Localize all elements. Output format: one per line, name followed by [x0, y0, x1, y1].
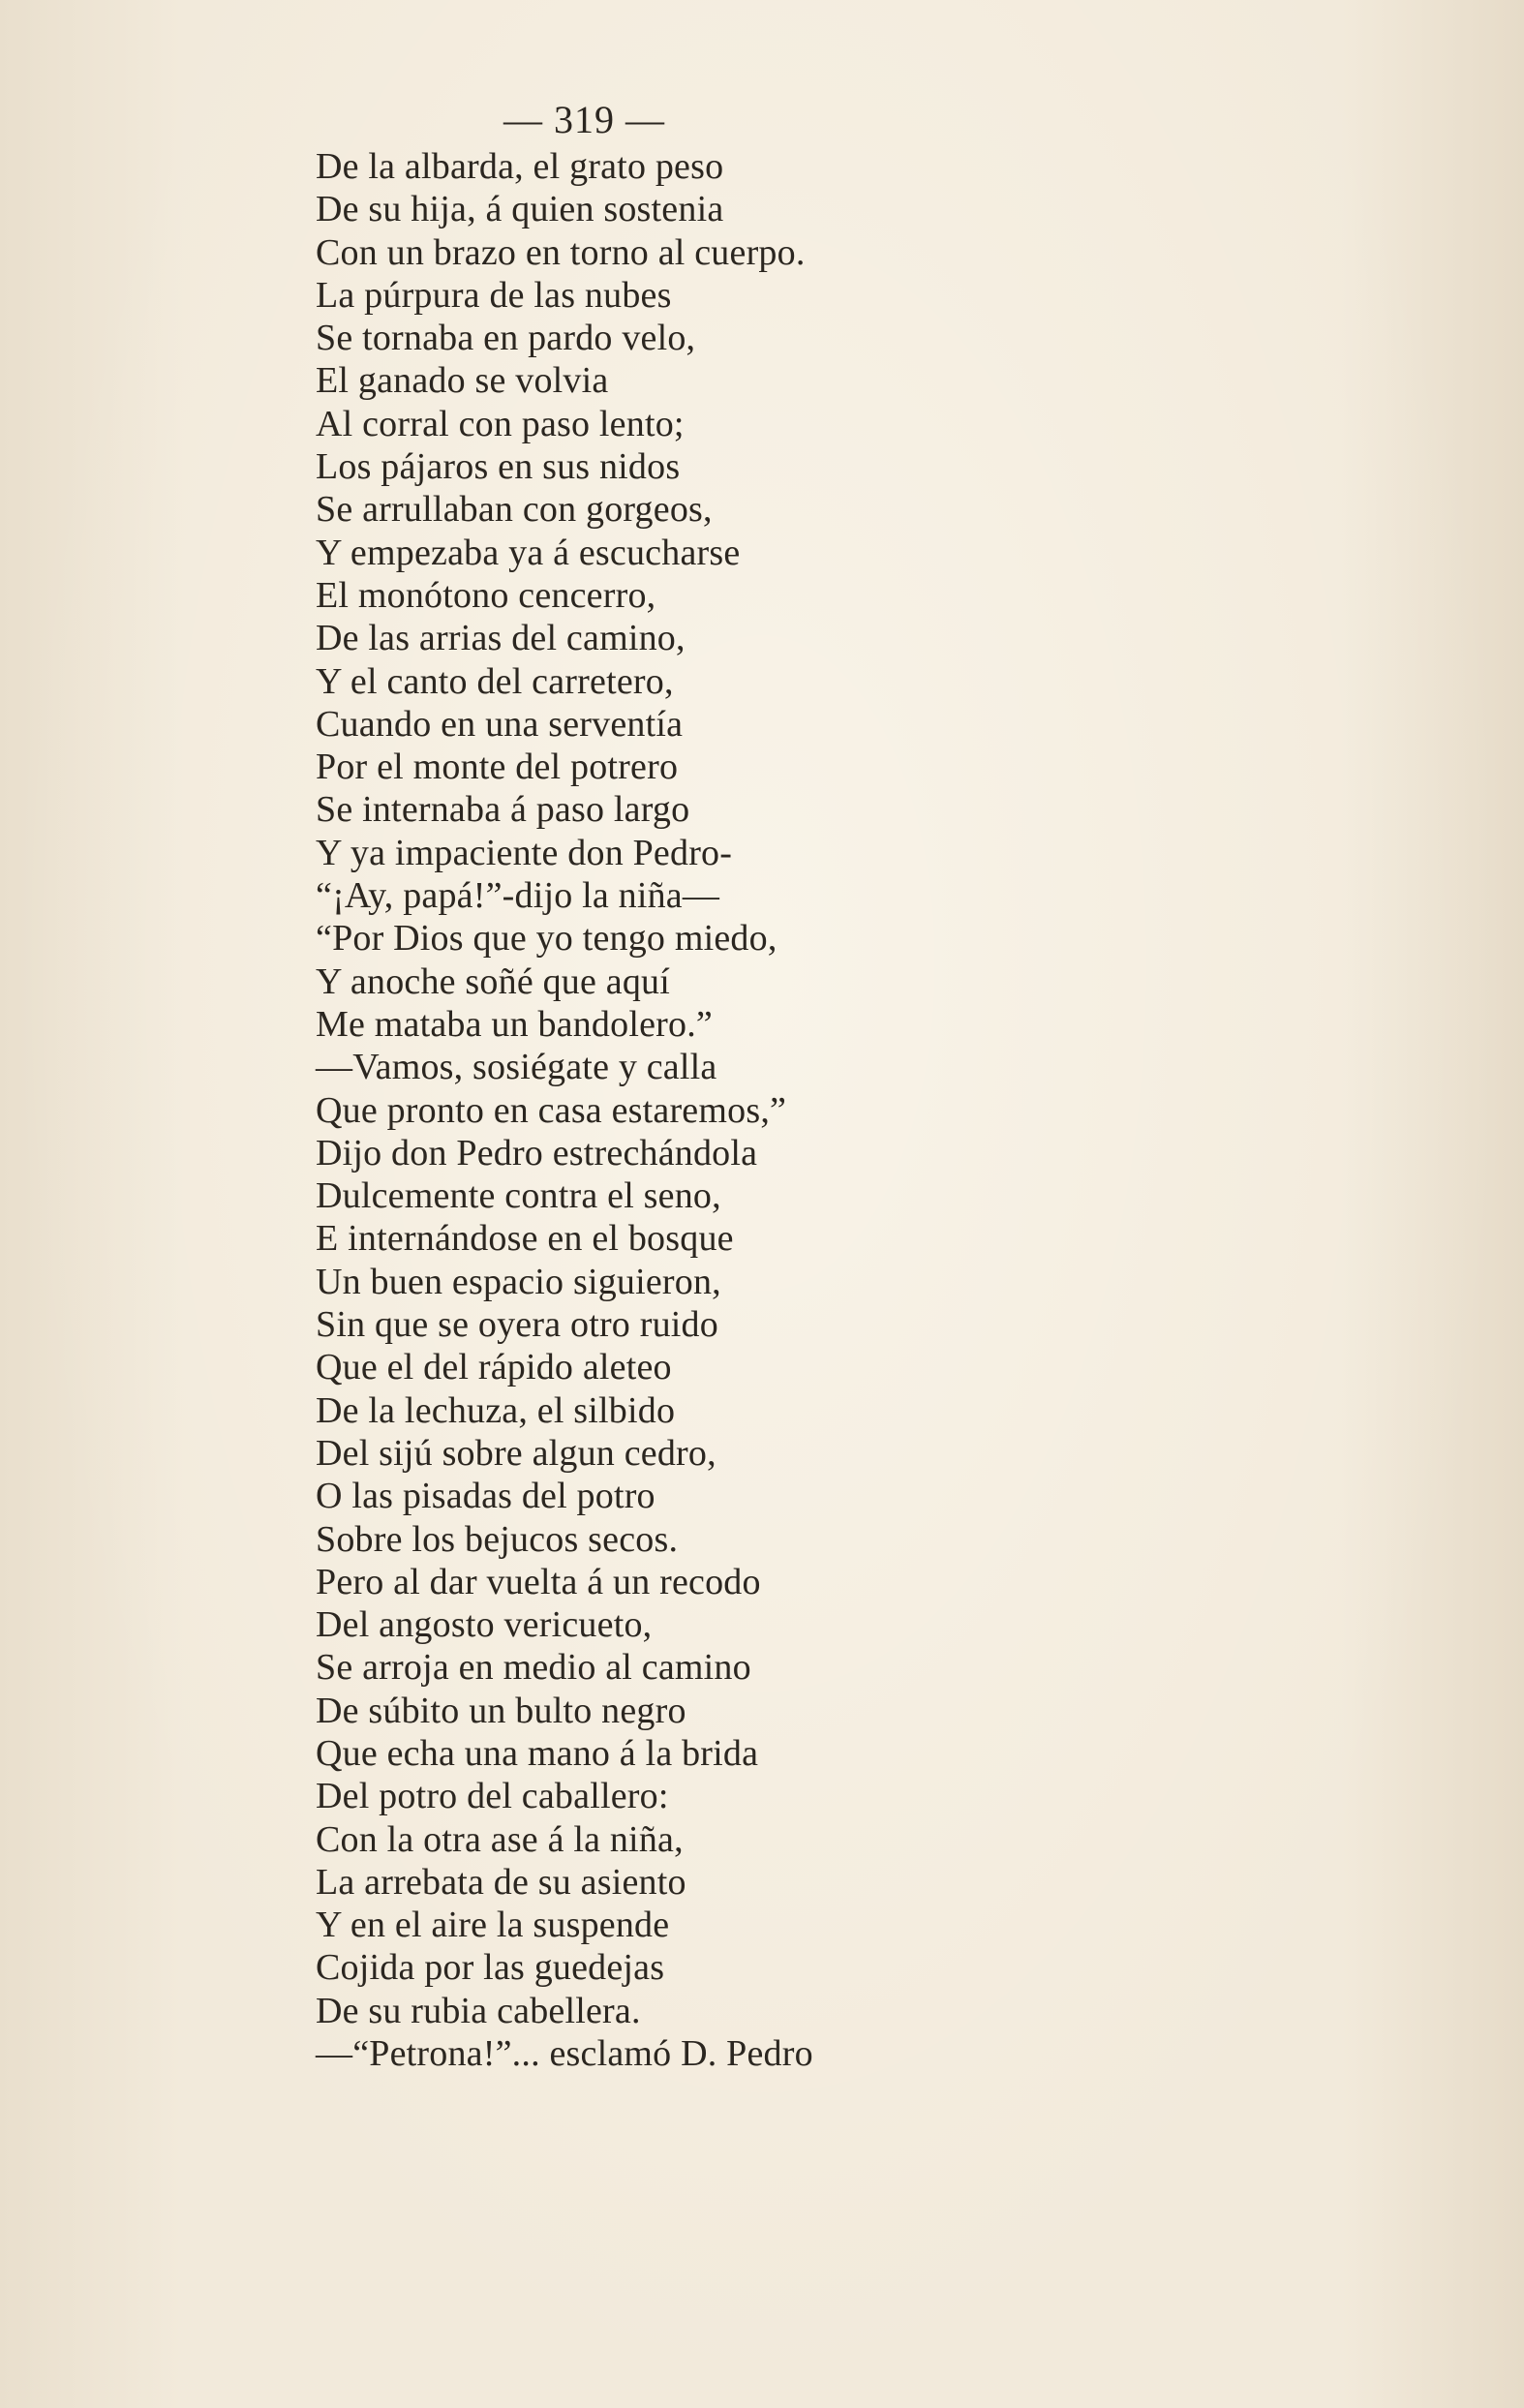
verse-line: De súbito un bulto negro — [316, 1690, 686, 1731]
verse-line: Cojida por las guedejas — [316, 1947, 665, 1989]
verse-line: Del potro del caballero: — [316, 1776, 669, 1817]
verse-line: Que el del rápido aleteo — [316, 1347, 672, 1388]
verse-line: Con la otra ase á la niña, — [316, 1818, 684, 1860]
verse-line: Dulcemente contra el seno, — [316, 1175, 721, 1217]
verse-line: O las pisadas del potro — [316, 1476, 655, 1517]
verse-line: Sobre los bejucos secos. — [316, 1518, 679, 1560]
verse-line: Dijo don Pedro estrechándola — [316, 1132, 758, 1174]
verse-line: La arrebata de su asiento — [316, 1861, 686, 1903]
verse-line: De su hija, á quien sostenia — [316, 189, 724, 230]
poem-text — [316, 145, 813, 2075]
verse-line: La púrpura de las nubes — [316, 274, 672, 316]
verse-line: Cuando en una serventía — [316, 703, 684, 745]
verse-line: Que pronto en casa estaremos,” — [316, 1089, 787, 1131]
verse-line: Por el monte del potrero — [316, 747, 679, 788]
verse-line: Me mataba un bandolero.” — [316, 1003, 713, 1045]
verse-line: De la albarda, el grato peso — [316, 146, 724, 187]
verse-line: De la lechuza, el silbido — [316, 1389, 676, 1431]
verse-line: Y ya impaciente don Pedro- — [316, 832, 733, 873]
verse-line: “Por Dios que yo tengo miedo, — [316, 918, 777, 960]
page-number: — 319 — — [503, 98, 665, 141]
verse-line: Pero al dar vuelta á un recodo — [316, 1561, 761, 1602]
verse-line: Al corral con paso lento; — [316, 403, 685, 444]
verse-line: De las arrias del camino, — [316, 618, 686, 659]
verse-line: El ganado se volvia — [316, 360, 609, 402]
verse-line: Un buen espacio siguieron, — [316, 1261, 721, 1302]
verse-line: E internándose en el bosque — [316, 1218, 734, 1260]
verse-line: Se internaba á paso largo — [316, 789, 690, 831]
verse-line: Los pájaros en sus nidos — [316, 446, 681, 488]
verse-line: —Vamos, sosiégate y calla — [316, 1047, 717, 1088]
verse-line: Y el canto del carretero, — [316, 660, 674, 702]
verse-line: Se tornaba en pardo velo, — [316, 318, 696, 359]
verse-line: Se arrullaban con gorgeos, — [316, 489, 713, 531]
verse-line: Se arroja en medio al camino — [316, 1647, 751, 1689]
verse-line: “¡Ay, papá!”-dijo la niña— — [316, 875, 720, 917]
verse-line: Del angosto vericueto, — [316, 1604, 653, 1646]
verse-line: —“Petrona!”... esclamó D. Pedro — [316, 2033, 813, 2075]
verse-line: Y en el aire la suspende — [316, 1905, 670, 1946]
verse-line: Del sijú sobre algun cedro, — [316, 1432, 716, 1474]
verse-line: El monótono cencerro, — [316, 574, 656, 616]
verse-line: Y empezaba ya á escucharse — [316, 532, 741, 573]
verse-line: Con un brazo en torno al cuerpo. — [316, 231, 806, 273]
verse-line: Sin que se oyera otro ruido — [316, 1304, 718, 1346]
verse-line: De su rubia cabellera. — [316, 1990, 641, 2031]
verse-line: Que echa una mano á la brida — [316, 1732, 759, 1774]
verse-line: Y anoche soñé que aquí — [316, 960, 670, 1002]
